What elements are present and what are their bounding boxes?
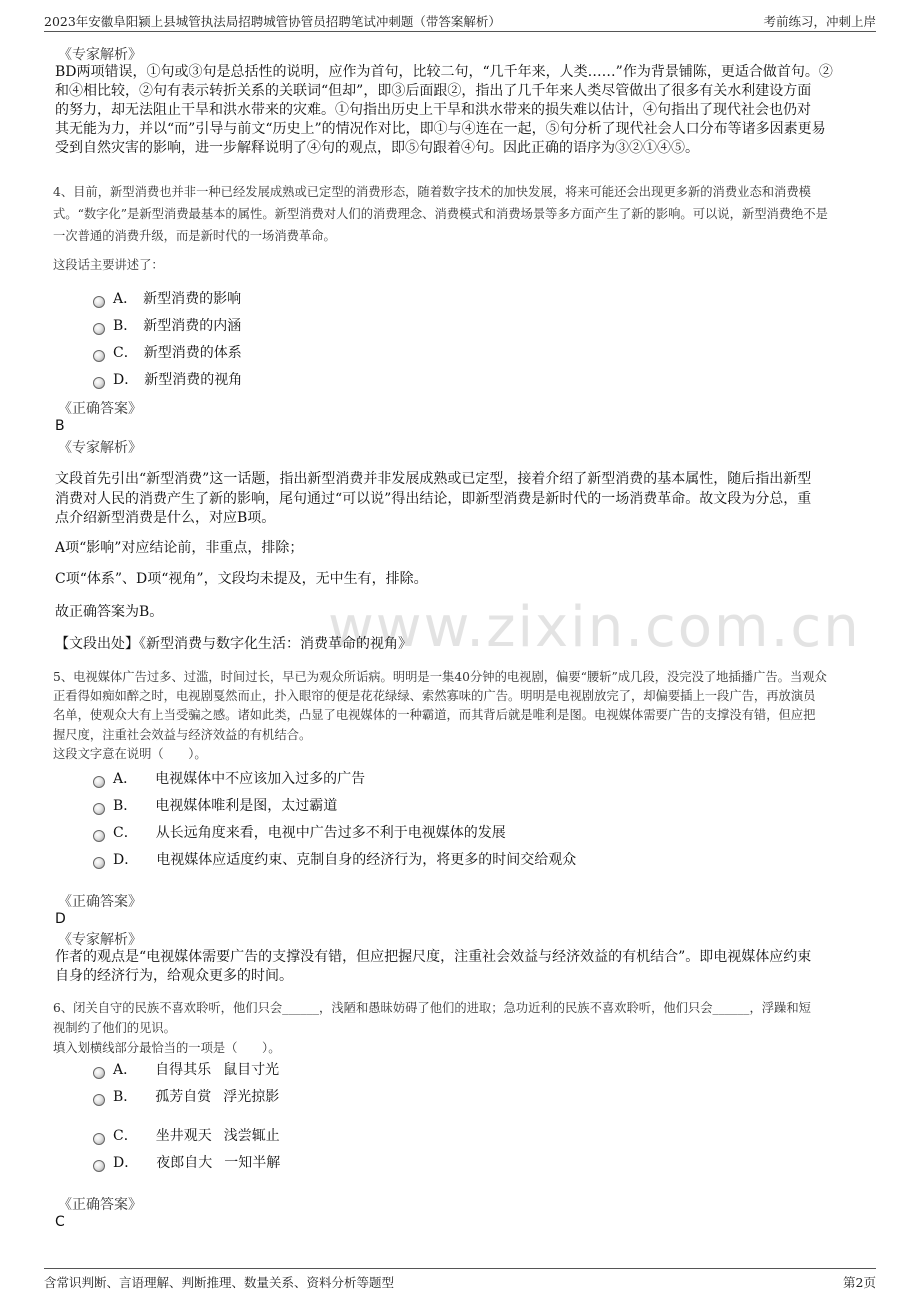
q5-answer: D	[55, 911, 66, 927]
option-text: 新型消费的视角	[144, 372, 243, 388]
option-text: 从长远角度来看，电视中广告过多不利于电视媒体的发展	[155, 825, 506, 841]
option-key: B．	[113, 798, 138, 814]
radio-icon[interactable]	[93, 350, 105, 362]
q5-analysis	[55, 948, 877, 986]
radio-icon[interactable]	[93, 1160, 105, 1172]
option-text: 电视媒体应适度约束、克制自身的经济行为，将更多的时间交给观众	[156, 852, 577, 868]
q6-option-c[interactable]	[93, 1127, 280, 1145]
q5-option-d[interactable]	[93, 851, 576, 869]
q5-analysis-label: 《专家解析》	[58, 932, 142, 948]
page-footer	[44, 1268, 876, 1292]
watermark: www.zixin.com.cn	[328, 595, 861, 660]
analysis-line: 消费对人民的消费产生了新的影响，尾句通过“可以说”得出结论，即新型消费是新时代的一场消费革命。故文段为分总，重	[55, 490, 812, 507]
q4-answer-label: 《正确答案》	[58, 401, 142, 417]
option-key: A．	[113, 771, 138, 787]
q4-option-d[interactable]	[93, 371, 242, 389]
stem-line: 6、闭关自守的民族不喜欢聆听，他们只会______，浅陋和愚昧妨碍了他们的进取；急功近利的民族不喜欢聆听，他们只会______，浮躁和短	[53, 1001, 811, 1015]
analysis-line: 和④相比较，②句有表示转折关系的关联词“但却”，即③后面跟②，指出了几千年来人类尽管做出了很多有关水利建设方面	[55, 83, 812, 99]
q4-conclusion: 故正确答案为B。	[55, 604, 164, 620]
q5-answer-label: 《正确答案》	[58, 894, 142, 910]
q4-source: 【文段出处】《新型消费与数字化生活：消费革命的视角》	[55, 636, 412, 652]
page-header	[44, 10, 876, 32]
q4-analysis	[55, 470, 877, 529]
stem-line: 4、目前，新型消费也并非一种已经发展成熟或已定型的消费形态，随着数字技术的加快发展，将来可能还会出现更多新的消费业态和消费模	[53, 185, 811, 199]
q6-option-a[interactable]	[93, 1061, 279, 1079]
analysis-line: 自身的经济行为，给观众更多的时间。	[55, 968, 293, 984]
option-key: B．	[113, 318, 138, 334]
radio-icon[interactable]	[93, 1133, 105, 1145]
stem-line: 5、电视媒体广告过多、过滥，时间过长，早已为观众所诟病。明明是一集40分钟的电视剧，偏要“腰斩”成几段，没完没了地插播广告。当观众	[53, 670, 827, 684]
radio-icon[interactable]	[93, 1067, 105, 1079]
analysis-line: 其无能为力，并以“而”引导与前文“历史上”的情况作对比，即①与④连在一起，⑤句分析了现代社会人口分布等诸多因素更易	[55, 121, 826, 137]
option-text: 电视媒体唯利是图，太过霸道	[155, 798, 338, 814]
option-key: A．	[113, 291, 138, 307]
q6-question: 填入划横线部分最恰当的一项是（ ）。	[53, 1041, 281, 1055]
radio-icon[interactable]	[93, 377, 105, 389]
option-word-2: 一知半解	[224, 1155, 281, 1171]
q4-stem	[53, 181, 879, 247]
q6-stem	[53, 999, 879, 1038]
page-number: 第2页	[843, 1275, 876, 1290]
analysis-line: 作者的观点是“电视媒体需要广告的支撑没有错，但应把握尺度，注重社会效益与经济效益的有机结合”。即电视媒体应约束	[55, 949, 812, 965]
analysis-line: 文段首先引出“新型消费”这一话题，指出新型消费并非发展成熟或已定型，接着介绍了新型消费的基本属性，随后指出新型	[55, 471, 812, 487]
option-word-1: 坐井观天	[155, 1128, 212, 1144]
stem-line: 一次普通的消费升级，而是新时代的一场消费革命。	[53, 229, 336, 243]
q4-answer: B	[55, 418, 65, 434]
q4-analysis-label: 《专家解析》	[58, 440, 142, 456]
analysis-line: 受到自然灾害的影响，进一步解释说明了④句的观点，即⑤句跟着④句。因此正确的语序为③②①④⑤。	[55, 140, 699, 156]
option-text: 新型消费的内涵	[143, 318, 242, 334]
option-text: 新型消费的影响	[143, 291, 242, 307]
footer-categories: 含常识判断、言语理解、判断推理、数量关系、资料分析等题型	[44, 1275, 395, 1290]
stem-line: 正看得如痴如醉之时，电视剧戛然而止，扑入眼帘的便是花花绿绿、索然寡味的广告。明明是电视剧放完了，却偏要插上一段广告，再放演员	[53, 689, 816, 704]
q4-analysis-cd: C项“体系”、D项“视角”，文段均未提及，无中生有，排除。	[55, 571, 428, 587]
q6-option-b[interactable]	[93, 1088, 279, 1106]
analysis-line: 点介绍新型消费是什么，对应B项。	[55, 510, 276, 526]
stem-line: 握尺度，注重社会效益与经济效益的有机结合。	[53, 727, 312, 742]
stem-line: 名单，使观众大有上当受骗之感。诸如此类，凸显了电视媒体的一种霸道，而其背后就是唯利是图。电视媒体需要广告的支撑没有错，但应把	[53, 708, 816, 723]
q4-question: 这段话主要讲述了：	[53, 258, 164, 272]
option-word-1: 孤芳自赏	[155, 1089, 212, 1105]
option-key: C．	[113, 825, 138, 841]
radio-icon[interactable]	[93, 776, 105, 788]
option-key: D．	[113, 852, 139, 868]
q5-question: 这段文字意在说明（ ）。	[53, 747, 207, 761]
q4-analysis-a: A项“影响”对应结论前，非重点，排除；	[55, 540, 304, 556]
radio-icon[interactable]	[93, 296, 105, 308]
q5-option-a[interactable]	[93, 770, 365, 788]
radio-icon[interactable]	[93, 803, 105, 815]
option-word-2: 鼠目寸光	[223, 1062, 280, 1078]
q3-analysis-label: 《专家解析》	[58, 47, 142, 63]
header-slogan: 考前练习，冲刺上岸	[763, 14, 876, 29]
q5-option-b[interactable]	[93, 797, 337, 815]
radio-icon[interactable]	[93, 323, 105, 335]
option-key: C．	[113, 345, 138, 361]
option-key: D．	[113, 372, 139, 388]
q4-option-c[interactable]	[93, 344, 242, 362]
option-word-2: 浮光掠影	[223, 1089, 280, 1105]
analysis-line: BD两项错误，①句或③句是总括性的说明，应作为首句，比较二句，“几千年来，人类……”作为背景铺陈，更适合做首句。②	[55, 64, 833, 80]
option-key: A．	[113, 1062, 138, 1078]
q6-answer: C	[55, 1214, 65, 1230]
radio-icon[interactable]	[93, 1094, 105, 1106]
q6-option-d[interactable]	[93, 1154, 280, 1172]
radio-icon[interactable]	[93, 830, 105, 842]
radio-icon[interactable]	[93, 857, 105, 869]
q6-answer-label: 《正确答案》	[58, 1197, 142, 1213]
stem-line: 视制约了他们的见识。	[53, 1020, 176, 1035]
option-key: C．	[113, 1128, 138, 1144]
option-text: 新型消费的体系	[143, 345, 242, 361]
q5-stem	[53, 668, 879, 745]
option-key: B．	[113, 1089, 138, 1105]
stem-line: 式。“数字化”是新型消费最基本的属性。新型消费对人们的消费理念、消费模式和消费场景等多方面产生了新的影响。可以说，新型消费绝不是	[53, 207, 828, 221]
q5-option-c[interactable]	[93, 824, 506, 842]
option-word-1: 夜郎自大	[156, 1155, 213, 1171]
option-text: 电视媒体中不应该加入过多的广告	[155, 771, 366, 787]
option-word-1: 自得其乐	[155, 1062, 212, 1078]
option-word-2: 浅尝辄止	[223, 1128, 280, 1144]
q3-analysis	[55, 63, 877, 158]
analysis-line: 的努力，却无法阻止干旱和洪水带来的灾难。①句指出历史上干旱和洪水带来的损失难以估计，④句指出了现代社会也仍对	[55, 102, 811, 118]
q4-option-b[interactable]	[93, 317, 241, 335]
document-title: 2023年安徽阜阳颍上县城管执法局招聘城管协管员招聘笔试冲刺题（带答案解析）	[44, 14, 501, 29]
option-key: D．	[113, 1155, 139, 1171]
q4-option-a[interactable]	[93, 290, 241, 308]
